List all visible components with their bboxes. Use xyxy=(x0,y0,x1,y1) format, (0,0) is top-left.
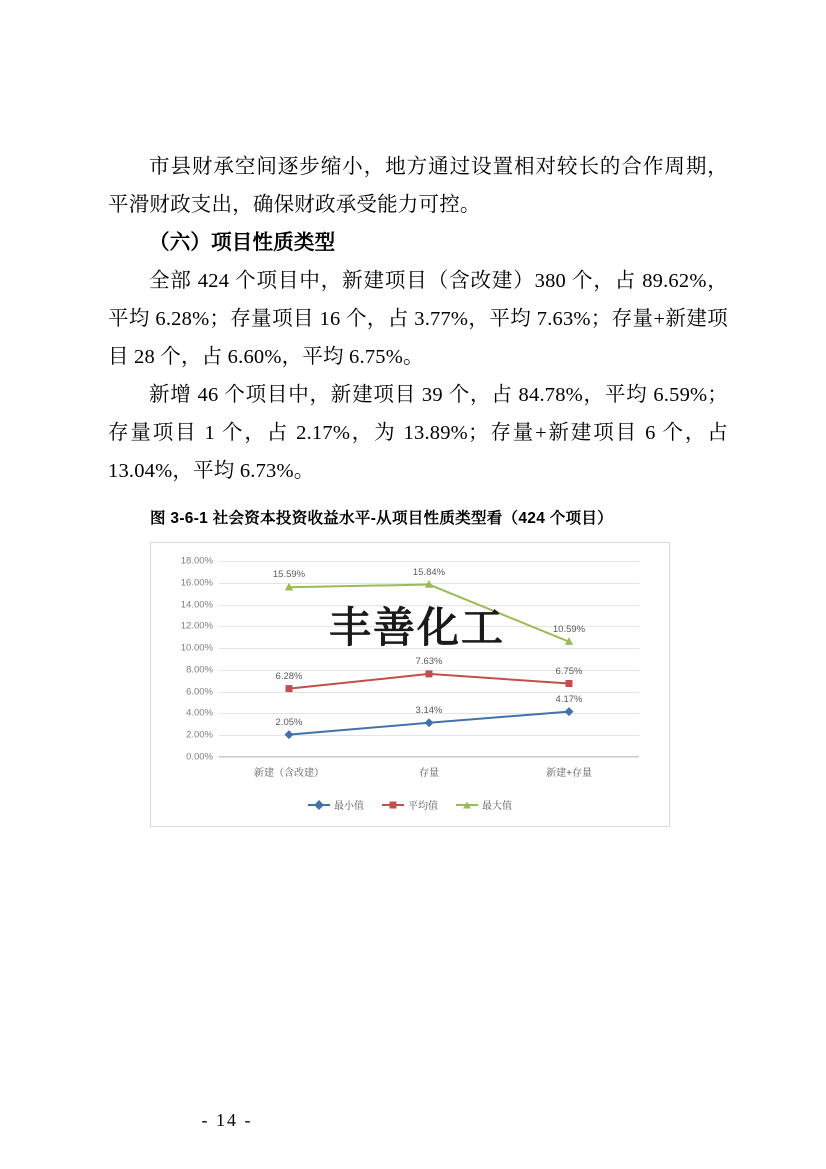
y-axis-tick: 4.00% xyxy=(186,707,213,719)
legend-label: 最小值 xyxy=(334,801,364,812)
data-label: 6.75% xyxy=(555,665,583,677)
data-label: 10.59% xyxy=(552,623,586,635)
data-label: 3.14% xyxy=(415,704,443,716)
legend-marker-icon xyxy=(308,804,330,806)
chart-gridline xyxy=(219,757,639,758)
paragraph-1: 市县财承空间逐步缩小，地方通过设置相对较长的合作周期，平滑财政支出，确保财政承受能力可控。 xyxy=(108,156,728,216)
x-axis-tick: 存量 xyxy=(419,768,439,779)
x-axis-tick: 新建+存量 xyxy=(546,768,592,779)
chart-plot-area xyxy=(180,555,639,779)
legend-marker-icon xyxy=(456,804,478,806)
data-label: 6.28% xyxy=(275,670,303,682)
legend-item xyxy=(308,797,364,812)
legend-marker-icon xyxy=(382,804,404,806)
data-label: 15.84% xyxy=(412,566,446,578)
paragraph-3: 新增 46 个项目中，新建项目 39 个，占 84.78%，平均 6.59%；存量项目 1 个，占 2.17%，为 13.89%；存量+新建项目 6 个，占 13.04%，平均 6.73%。 xyxy=(108,384,728,482)
paragraph-2: 全部 424 个项目中，新建项目（含改建）380 个，占 89.62%，平均 6.28%；存量项目 16 个，占 3.77%，平均 7.63%；存量+新建项目 28 个，占 6.60%，平均 6.75%。 xyxy=(108,270,728,368)
data-label: 4.17% xyxy=(555,693,583,705)
legend-item xyxy=(456,797,512,812)
legend-label: 平均值 xyxy=(408,801,438,812)
data-label: 2.05% xyxy=(275,716,303,728)
figure-caption: 图 3-6-1 社会资本投资收益水平-从项目性质类型看（424 个项目） xyxy=(150,510,613,527)
y-axis-tick: 18.00% xyxy=(180,555,213,567)
y-axis-tick: 12.00% xyxy=(180,620,213,632)
y-axis-tick: 16.00% xyxy=(180,577,213,589)
data-label: 15.59% xyxy=(272,569,306,581)
y-axis-tick: 2.00% xyxy=(186,729,213,741)
data-label: 7.63% xyxy=(415,655,443,667)
watermark-text: 丰善化工 xyxy=(329,604,506,651)
chart-legend xyxy=(151,797,669,812)
page-number xyxy=(0,1110,826,1131)
body-text xyxy=(108,148,728,490)
section-heading: （六）项目性质类型 xyxy=(149,232,336,254)
legend-item xyxy=(382,797,438,812)
y-axis-tick: 6.00% xyxy=(186,686,213,698)
y-axis-tick: 0.00% xyxy=(186,751,213,763)
x-axis-tick: 新建（含改建） xyxy=(254,768,324,779)
page-number-label: - 14 - xyxy=(201,1110,253,1130)
y-axis-tick: 10.00% xyxy=(180,642,213,654)
figure-block xyxy=(150,508,690,827)
legend-label: 最大值 xyxy=(482,801,512,812)
line-chart xyxy=(150,542,670,827)
y-axis-tick: 14.00% xyxy=(180,599,213,611)
y-axis-tick: 8.00% xyxy=(186,664,213,676)
